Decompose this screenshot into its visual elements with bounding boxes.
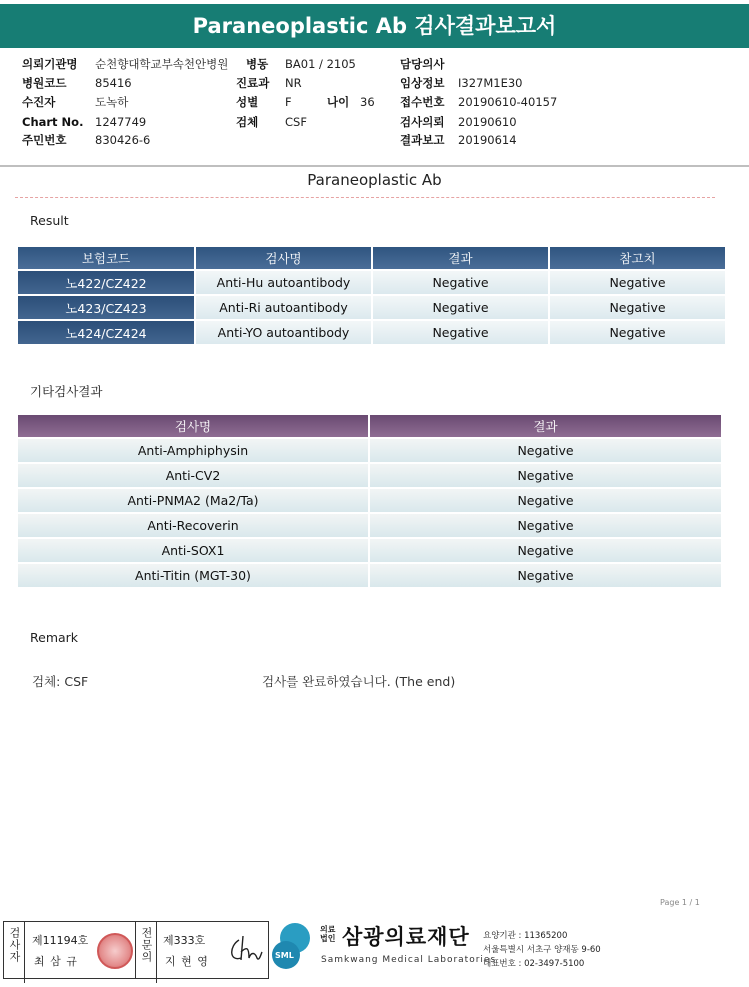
field-value: 순천향대학교부속천안병원 xyxy=(95,57,229,71)
field-value: NR xyxy=(285,76,302,90)
field-value: 20190610 xyxy=(458,115,517,129)
doctor-name: 지 현 영 xyxy=(165,955,209,968)
reference-value: Negative xyxy=(550,321,725,344)
column-header: 보험코드 xyxy=(18,247,194,269)
field-value: 20190610-40157 xyxy=(458,95,558,109)
field-label: 검사의뢰 xyxy=(400,115,445,129)
doctor-info xyxy=(157,922,267,978)
column-header: 검사명 xyxy=(196,247,371,269)
insurance-code: 노422/CZ422 xyxy=(18,271,194,294)
field-label: 진료과 xyxy=(236,76,270,90)
test-result: Negative xyxy=(370,514,721,537)
org-english-name: Samkwang Medical Laboratories xyxy=(321,955,497,965)
test-name: Anti-Hu autoantibody xyxy=(196,271,371,294)
remark-label: Remark xyxy=(30,630,79,645)
test-name: Anti-Titin (MGT-30) xyxy=(18,564,368,587)
result-label: Result xyxy=(30,213,69,228)
test-name: Anti-Recoverin xyxy=(18,514,368,537)
field-label: 결과보고 xyxy=(400,133,445,147)
page-indicator: Page 1 / 1 xyxy=(660,898,700,907)
institution-code: 요양기관 : 11365200 xyxy=(483,931,568,941)
reference-value: Negative xyxy=(550,271,725,294)
table-header-row xyxy=(18,247,725,269)
field-label: 의뢰기관명 xyxy=(22,57,78,71)
divider xyxy=(0,165,749,167)
column-header: 결과 xyxy=(373,247,548,269)
field-label: 수진자 xyxy=(22,95,56,109)
field-label: Chart No. xyxy=(22,115,84,129)
field-value: 36 xyxy=(360,95,375,109)
field-label: 임상정보 xyxy=(400,76,445,90)
field-label: 성별 xyxy=(236,95,259,109)
completion-message: 검사를 완료하였습니다. (The end) xyxy=(262,674,456,689)
org-contact xyxy=(483,929,601,971)
column-header: 검사명 xyxy=(18,415,368,437)
test-name: Anti-CV2 xyxy=(18,464,368,487)
table-row xyxy=(18,464,721,487)
field-value: I327M1E30 xyxy=(458,76,523,90)
table-row xyxy=(18,321,725,344)
report-title: Paraneoplastic Ab 검사결과보고서 xyxy=(0,4,749,48)
examiner-info xyxy=(25,922,136,978)
field-label: 접수번호 xyxy=(400,95,445,109)
table-row xyxy=(18,296,725,319)
test-result: Negative xyxy=(370,439,721,462)
examiner-seal xyxy=(97,933,133,969)
examiner-name: 최 삼 규 xyxy=(34,955,78,968)
other-tests-label: 기타검사결과 xyxy=(30,384,103,399)
field-value: F xyxy=(285,95,292,109)
test-name: Anti-PNMA2 (Ma2/Ta) xyxy=(18,489,368,512)
section-title: Paraneoplastic Ab xyxy=(307,171,442,189)
divider xyxy=(15,197,715,198)
sml-logo xyxy=(272,921,318,971)
org-name: 삼광의료재단 xyxy=(342,925,470,949)
field-value: 도녹하 xyxy=(95,95,129,109)
field-value: 20190614 xyxy=(458,133,517,147)
test-name: Anti-Ri autoantibody xyxy=(196,296,371,319)
test-result: Negative xyxy=(370,464,721,487)
table-row xyxy=(18,489,721,512)
column-header: 결과 xyxy=(370,415,721,437)
doctor-label: 전문의 xyxy=(136,922,157,983)
table-row xyxy=(18,564,721,587)
specimen-note: 검체: CSF xyxy=(32,674,89,689)
field-label: 검체 xyxy=(236,115,259,129)
field-label: 주민번호 xyxy=(22,133,67,147)
field-value: 830426-6 xyxy=(95,133,151,147)
test-result: Negative xyxy=(373,296,548,319)
field-label: 나이 xyxy=(327,95,350,109)
result-table xyxy=(16,245,727,346)
signature-box xyxy=(3,921,269,979)
field-label: 병동 xyxy=(246,57,269,71)
table-header-row xyxy=(18,415,721,437)
insurance-code: 노424/CZ424 xyxy=(18,321,194,344)
org-address: 서울특별시 서초구 양재동 9-60 xyxy=(483,945,601,955)
field-value: BA01 / 2105 xyxy=(285,57,356,71)
table-row xyxy=(18,539,721,562)
examiner-license: 제11194호 xyxy=(32,934,89,947)
test-result: Negative xyxy=(370,564,721,587)
table-row xyxy=(18,271,725,294)
test-result: Negative xyxy=(373,271,548,294)
org-prefix: 의료법인 xyxy=(320,925,336,943)
logo-text: SML xyxy=(275,951,294,960)
footer xyxy=(0,905,749,987)
field-label: 담당의사 xyxy=(400,57,445,71)
field-value: CSF xyxy=(285,115,307,129)
test-result: Negative xyxy=(370,489,721,512)
table-row xyxy=(18,514,721,537)
field-value: 1247749 xyxy=(95,115,147,129)
doctor-signature xyxy=(227,932,263,966)
doctor-license: 제333호 xyxy=(163,934,206,947)
test-name: Anti-YO autoantibody xyxy=(196,321,371,344)
field-value: 85416 xyxy=(95,76,132,90)
test-name: Anti-Amphiphysin xyxy=(18,439,368,462)
table-row xyxy=(18,439,721,462)
other-tests-table xyxy=(16,413,723,589)
column-header: 참고치 xyxy=(550,247,725,269)
field-label: 병원코드 xyxy=(22,76,67,90)
reference-value: Negative xyxy=(550,296,725,319)
org-phone: 대표번호 : 02-3497-5100 xyxy=(483,959,585,969)
insurance-code: 노423/CZ423 xyxy=(18,296,194,319)
test-name: Anti-SOX1 xyxy=(18,539,368,562)
examiner-label: 검사자 xyxy=(4,922,25,983)
test-result: Negative xyxy=(373,321,548,344)
test-result: Negative xyxy=(370,539,721,562)
